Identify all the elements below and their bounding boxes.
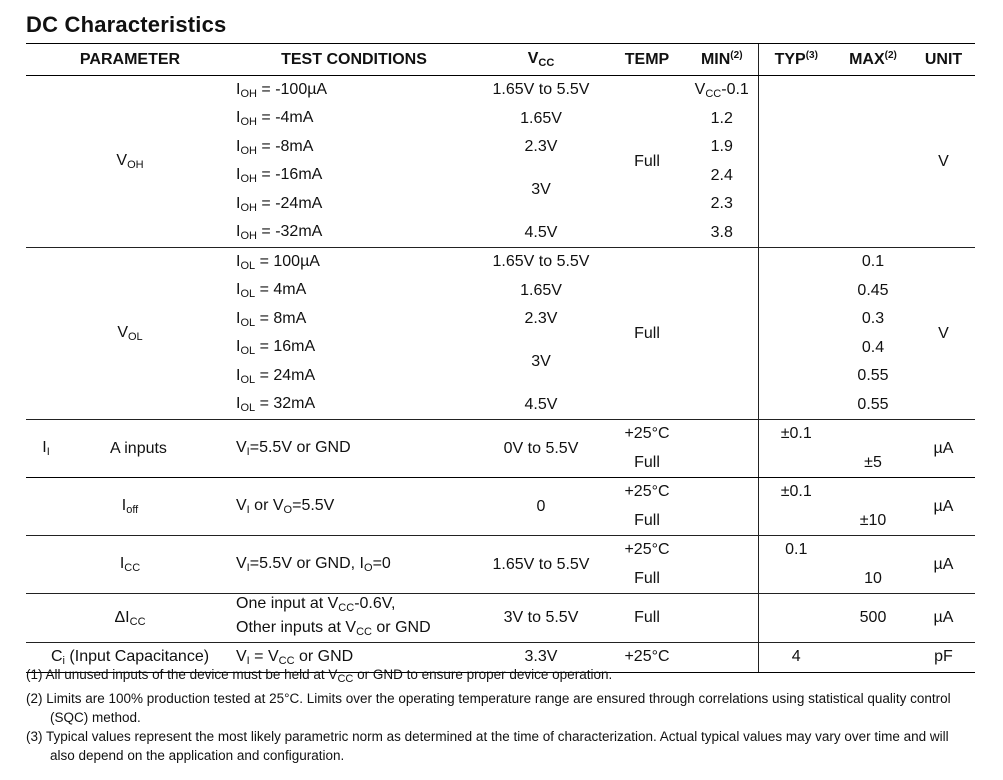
param-delta-icc: $\Delta I_{CC}$ bbox=[26, 594, 234, 643]
table-row bbox=[26, 536, 975, 565]
max-cell: 0.3 bbox=[861, 310, 885, 328]
condition-cell: $I_{OH} = -32mA$ bbox=[234, 219, 474, 248]
max-cell: ±5 bbox=[834, 449, 912, 478]
vcc-cell: 0 bbox=[474, 478, 608, 536]
typ-cell: 0.1 bbox=[758, 536, 834, 565]
condition-cell: $I_{OL} = 32mA$ bbox=[234, 391, 474, 420]
param-ci: $C_i$ (Input Capacitance) bbox=[26, 643, 234, 673]
header-unit: UNIT bbox=[912, 44, 975, 76]
vcc-cell: 3V bbox=[531, 181, 551, 198]
condition-cell: $V_I=5.5V$ or GND, $I_O=0$ bbox=[234, 536, 474, 594]
condition-cell: $V_I = V_{CC}$ or GND bbox=[234, 643, 474, 673]
temp-cell: Full bbox=[608, 449, 686, 478]
max-cell: 0.55 bbox=[834, 391, 912, 420]
temp-cell: +25°C bbox=[624, 483, 670, 501]
min-cell: 3.8 bbox=[686, 219, 758, 248]
vcc-cell: 4.5V bbox=[474, 219, 608, 248]
condition-cell: $I_{OH} = -16mA$ bbox=[236, 166, 323, 186]
param-icc: $I_{CC}$ bbox=[26, 536, 234, 594]
min-cell bbox=[686, 248, 758, 420]
condition-cell: $V_I$ or $V_O=5.5V$ bbox=[234, 478, 474, 536]
header-typ: TYP$^{(3)}$ bbox=[758, 44, 834, 76]
min-cell: $V_{CC}-0.1$ bbox=[694, 80, 749, 100]
typ-cell bbox=[758, 76, 834, 248]
typ-cell bbox=[758, 594, 834, 643]
max-cell bbox=[834, 420, 912, 449]
temp-cell: Full bbox=[608, 594, 686, 643]
vcc-cell: 2.3V bbox=[524, 138, 558, 156]
max-cell bbox=[834, 76, 912, 248]
vcc-cell: 3V bbox=[531, 353, 551, 370]
typ-cell: 4 bbox=[758, 643, 834, 673]
temp-cell: +25°C bbox=[624, 425, 670, 443]
condition-cell: $I_{OL} = 8mA$ bbox=[236, 309, 307, 329]
table-row bbox=[26, 248, 975, 277]
condition-line: One input at $V_{CC}-0.6V$, bbox=[236, 595, 396, 614]
max-cell: 0.55 bbox=[857, 367, 889, 385]
condition-cell: $I_{OH} = -24mA$ bbox=[236, 194, 323, 214]
vcc-cell: 1.65V to 5.5V bbox=[474, 536, 608, 594]
typ-cell: ±0.1 bbox=[758, 420, 834, 449]
max-cell: 500 bbox=[834, 594, 912, 643]
typ-cell bbox=[758, 565, 834, 594]
min-cell: 2.3 bbox=[710, 195, 733, 213]
temp-cell: +25°C bbox=[608, 643, 686, 673]
typ-cell: ±0.1 bbox=[758, 478, 834, 507]
condition-cell: $I_{OH} = -100\mu A$ bbox=[236, 80, 328, 100]
unit-cell: µA bbox=[912, 478, 975, 536]
min-cell: 1.9 bbox=[710, 138, 733, 156]
header-temp: TEMP bbox=[608, 44, 686, 76]
condition-cell: $I_{OH} = -8mA$ bbox=[236, 137, 314, 157]
table-row bbox=[26, 594, 975, 643]
header-min: MIN$^{(2)}$ bbox=[686, 44, 758, 76]
param-ii: $I_I$ bbox=[26, 420, 66, 478]
param-vol: $V_{OL}$ bbox=[26, 248, 234, 420]
unit-cell: µA bbox=[912, 420, 975, 478]
vcc-cell: 3.3V bbox=[474, 643, 608, 673]
min-cell: 1.2 bbox=[710, 109, 733, 127]
condition-cell: $I_{OH} = -4mA$ bbox=[236, 109, 314, 129]
footnote-1: (1) All unused inputs of the device must be held at $V_{CC}$ or GND to ensure proper device operation. bbox=[26, 667, 613, 685]
header-max: MAX$^{(2)}$ bbox=[834, 44, 912, 76]
condition-cell: $I_{OL} = 4mA$ bbox=[236, 281, 307, 301]
temp-cell: Full bbox=[608, 507, 686, 536]
condition-cell: $I_{OL} = 24mA$ bbox=[236, 366, 316, 386]
max-cell: 10 bbox=[834, 565, 912, 594]
unit-cell: µA bbox=[912, 536, 975, 594]
unit-cell: pF bbox=[912, 643, 975, 673]
condition-line: Other inputs at $V_{CC}$ or GND bbox=[236, 619, 431, 638]
header-parameter: PARAMETER bbox=[26, 44, 234, 76]
vcc-cell: 0V to 5.5V bbox=[474, 420, 608, 478]
min-cell bbox=[686, 420, 758, 478]
max-cell: 0.4 bbox=[861, 338, 885, 356]
unit-cell: V bbox=[912, 248, 975, 420]
vcc-cell: 4.5V bbox=[474, 391, 608, 420]
header-row bbox=[26, 44, 975, 76]
page-title: DC Characteristics bbox=[26, 12, 227, 37]
header-vcc: $V_{CC}$ bbox=[474, 44, 608, 76]
table-row bbox=[26, 420, 975, 449]
param-ioff: $I_{off}$ bbox=[26, 478, 234, 536]
vcc-cell: 1.65V to 5.5V bbox=[492, 81, 590, 99]
footnotes bbox=[26, 665, 976, 765]
unit-cell: µA bbox=[912, 594, 975, 643]
max-cell: 0.1 bbox=[861, 253, 885, 271]
condition-cell bbox=[234, 594, 474, 643]
vcc-cell: 2.3V bbox=[524, 310, 558, 328]
max-cell: ±10 bbox=[834, 507, 912, 536]
param-voh: $V_{OH}$ bbox=[26, 76, 234, 248]
param-ii-desc: A inputs bbox=[66, 420, 234, 478]
max-cell bbox=[834, 536, 912, 565]
min-cell: 2.4 bbox=[710, 166, 733, 184]
max-cell bbox=[834, 478, 912, 507]
table-row bbox=[26, 76, 975, 105]
temp-cell: Full bbox=[608, 76, 686, 248]
temp-cell: Full bbox=[608, 565, 686, 594]
header-test-conditions: TEST CONDITIONS bbox=[234, 44, 474, 76]
max-cell: 0.45 bbox=[857, 281, 889, 299]
dc-characteristics-table bbox=[26, 43, 975, 673]
temp-cell: +25°C bbox=[624, 541, 670, 559]
typ-cell bbox=[758, 248, 834, 420]
condition-cell: $V_I=5.5V$ or GND bbox=[234, 420, 474, 478]
temp-cell: Full bbox=[608, 248, 686, 420]
min-cell bbox=[686, 478, 758, 536]
condition-cell: $I_{OL} = 16mA$ bbox=[236, 338, 316, 358]
condition-cell: $I_{OL} = 100\mu A$ bbox=[236, 252, 320, 272]
table-row bbox=[26, 478, 975, 507]
min-cell bbox=[686, 594, 758, 643]
min-cell bbox=[686, 536, 758, 594]
footnote-2: (2) Limits are 100% production tested at 25°C. Limits over the operating temperature range are ensured through correlations using statistical quality control (SQC) method. bbox=[26, 691, 951, 725]
typ-cell bbox=[758, 449, 834, 478]
footnote-3: (3) Typical values represent the most likely parametric norm as determined at the time of characterization. Actual typical values may vary over time and will also depend on the application and configuration. bbox=[26, 729, 949, 763]
vcc-cell: 1.65V bbox=[520, 109, 562, 127]
vcc-cell: 3V to 5.5V bbox=[474, 594, 608, 643]
typ-cell bbox=[758, 507, 834, 536]
unit-cell: V bbox=[912, 76, 975, 248]
vcc-cell: 1.65V to 5.5V bbox=[492, 253, 590, 271]
vcc-cell: 1.65V bbox=[520, 281, 562, 299]
